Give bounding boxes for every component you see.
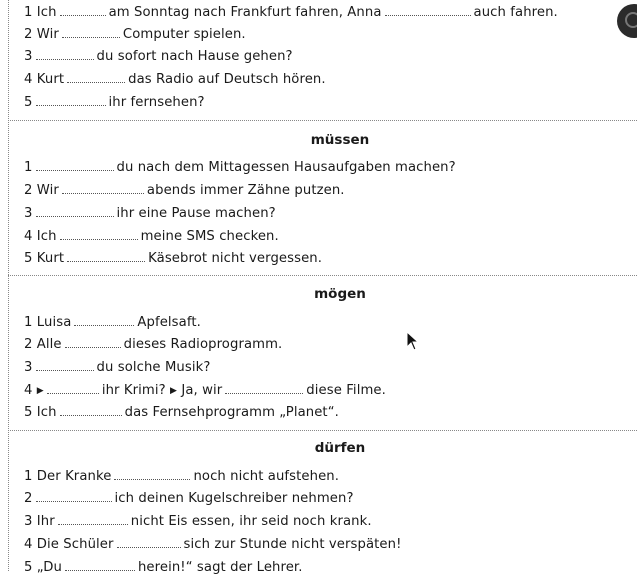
arrow-right-icon: ▶ [36,386,44,396]
exercise-line: 5 ihr fernsehen? [24,95,205,110]
exercise-line: 2 ich deinen Kugelschreiber nehmen? [24,491,354,506]
exercise-line: 3 du sofort nach Hause gehen? [24,49,293,64]
exercise-line: 1 Der Kranke noch nicht aufstehen. [24,469,340,484]
exercise-line: 3 du solche Musik? [24,360,211,375]
exercise-line: 1 Ich am Sonntag nach Frankfurt fahren, Anna auch fahren. [24,5,558,20]
exercise-line: 4 Kurt das Radio auf Deutsch hören. [24,72,326,87]
mouse-cursor-icon [406,331,420,351]
section-divider [8,275,637,276]
exercise-line: 3 Ihr nicht Eis essen, ihr seid noch krank. [24,514,372,529]
section-heading-muessen: müssen [310,132,370,148]
exercise-line: 1 du nach dem Mittagessen Hausaufgaben machen? [24,160,456,175]
section-heading-moegen: mögen [314,286,366,302]
exercise-line: 1 Luisa Apfelsaft. [24,315,201,330]
corner-button-icon[interactable] [617,4,637,38]
exercise-line: 5 „Du herein!“ sagt der Lehrer. [24,560,303,575]
exercise-line: 4 Die Schüler sich zur Stunde nicht verspäten! [24,537,402,552]
exercise-line: 5 Kurt Käsebrot nicht vergessen. [24,251,323,266]
exercise-line: 4 Ich meine SMS checken. [24,229,279,244]
section-divider [8,430,637,431]
section-divider [8,120,637,121]
exercise-line: 3 ihr eine Pause machen? [24,206,276,221]
exercise-line: 5 Ich das Fernsehprogramm „Planet“. [24,405,339,420]
exercise-line: 2 Wir abends immer Zähne putzen. [24,183,345,198]
section-heading-duerfen: dürfen [314,440,366,456]
exercise-line: 4 ▶ ihr Krimi? ▶ Ja, wir diese Filme. [24,383,386,398]
arrow-right-icon: ▶ [170,386,178,396]
exercise-line: 2 Wir Computer spielen. [24,27,246,42]
exercise-line: 2 Alle dieses Radioprogramm. [24,337,283,352]
